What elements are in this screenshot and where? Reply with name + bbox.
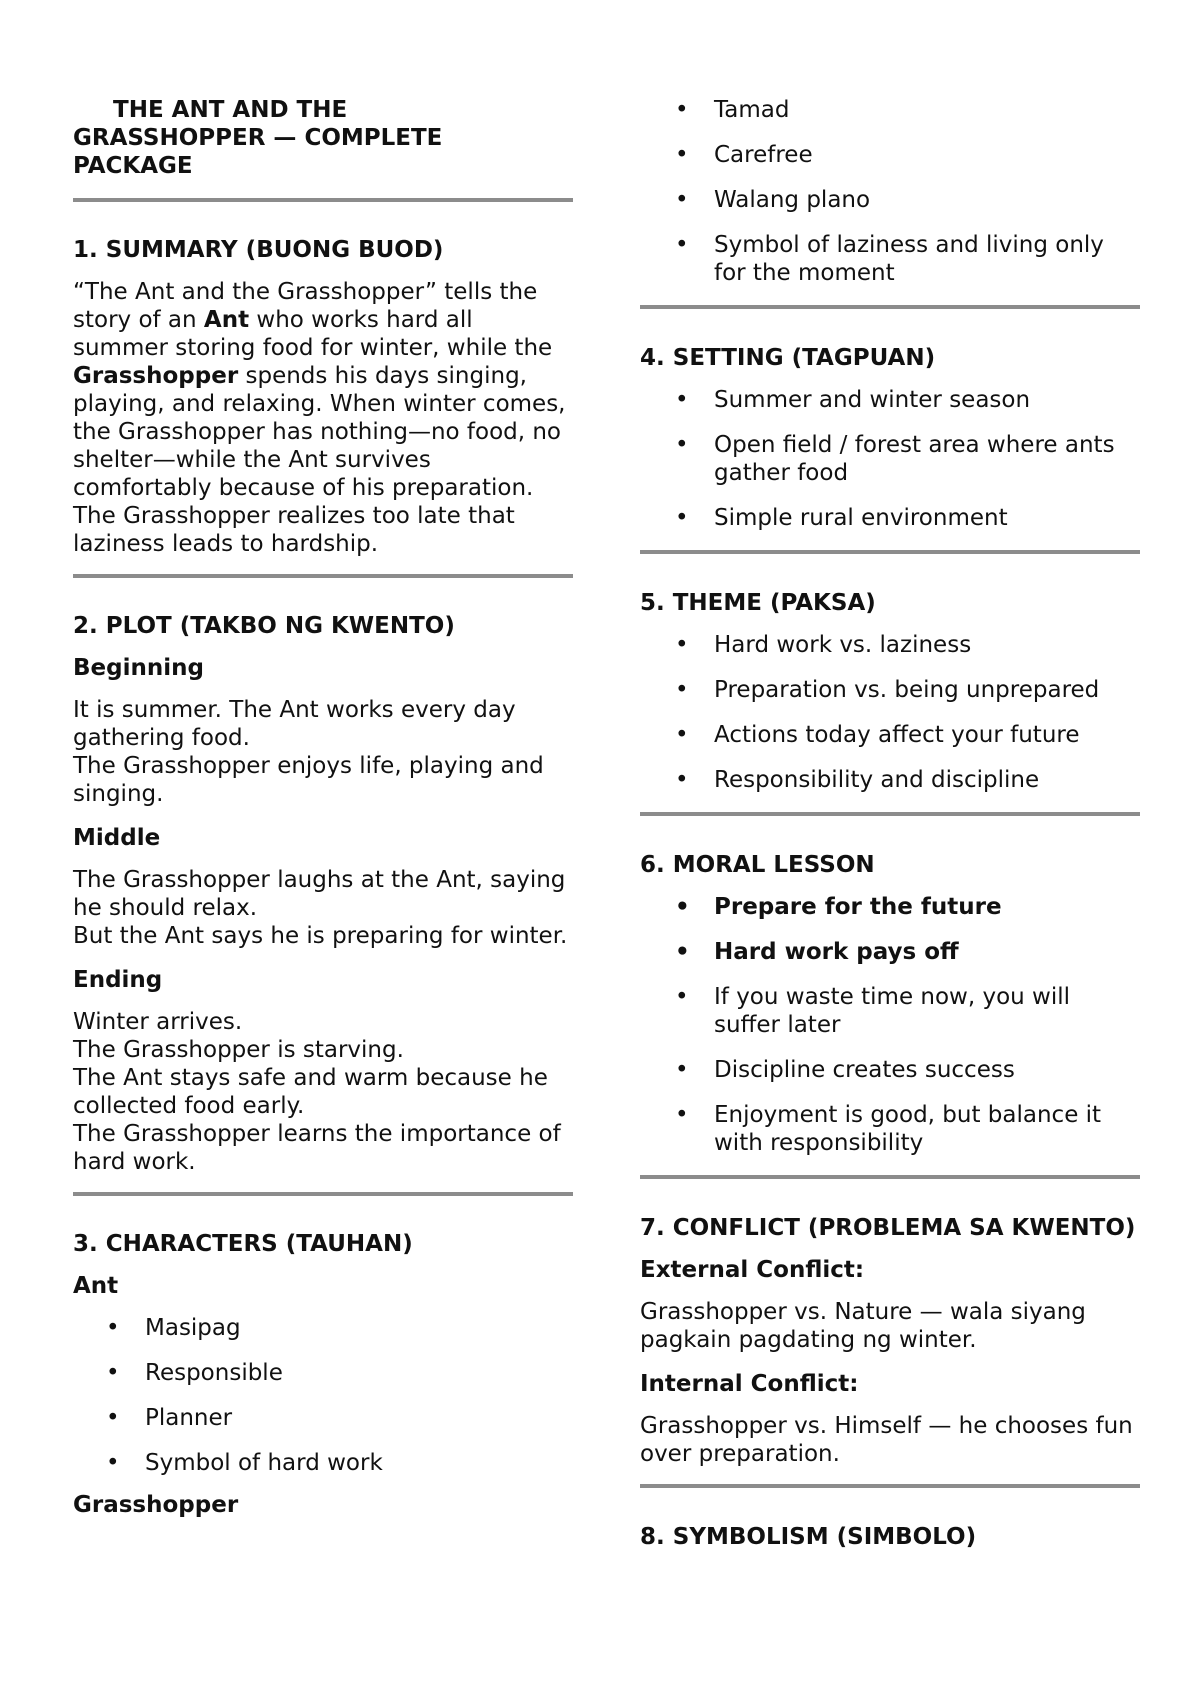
list-item <box>640 721 1140 749</box>
list-item-text: Actions today affect your future <box>714 722 1080 748</box>
list-item-text: Masipag <box>145 1315 241 1341</box>
list-item-text: Discipline creates success <box>714 1057 1015 1083</box>
section-divider <box>73 574 573 578</box>
plot-middle-line-2: But the Ant says he is preparing for winter. <box>73 923 568 949</box>
list-item-text: Planner <box>145 1405 233 1431</box>
plot-beginning-line-2: The Grasshopper enjoys life, playing and singing. <box>73 753 544 807</box>
title-line-1: THE ANT AND THE <box>113 97 348 123</box>
list-item-text: Open field / forest area where ants gather food <box>714 432 1115 486</box>
bullet-icon: • <box>675 1102 689 1128</box>
list-item <box>73 1359 573 1387</box>
list-item <box>640 766 1140 794</box>
bullet-icon: • <box>675 232 689 258</box>
list-item <box>640 141 1140 169</box>
bullet-icon: • <box>106 1360 120 1386</box>
title-line-2: GRASSHOPPER — COMPLETE <box>73 125 443 151</box>
plot-beginning-line-1: It is summer. The Ant works every day gathering food. <box>73 697 516 751</box>
list-item <box>640 1056 1140 1084</box>
list-item <box>640 676 1140 704</box>
grasshopper-traits-list <box>640 96 1140 287</box>
document-title <box>73 96 573 180</box>
internal-conflict-text: Grasshopper vs. Himself — he chooses fun over preparation. <box>640 1413 1133 1467</box>
list-item-text: Symbol of hard work <box>145 1450 383 1476</box>
character-ant-label: Ant <box>73 1273 119 1299</box>
character-grasshopper-label: Grasshopper <box>73 1492 239 1518</box>
symbolism-heading: 8. SYMBOLISM (SIMBOLO) <box>640 1524 977 1550</box>
external-conflict-text: Grasshopper vs. Nature — wala siyang pagkain pagdating ng winter. <box>640 1299 1086 1353</box>
bullet-icon: • <box>675 97 689 123</box>
list-item-text: Preparation vs. being unprepared <box>714 677 1100 703</box>
plot-ending-label: Ending <box>73 967 163 993</box>
list-item-text: Enjoyment is good, but balance it with responsibility <box>714 1102 1102 1156</box>
bullet-icon: • <box>106 1450 120 1476</box>
plot-middle-line-1: The Grasshopper laughs at the Ant, saying he should relax. <box>73 867 566 921</box>
moral-list <box>640 893 1140 1157</box>
list-item-text: If you waste time now, you will suffer later <box>714 984 1071 1038</box>
list-item-text: Walang plano <box>714 187 871 213</box>
section-divider <box>640 550 1140 554</box>
section-divider <box>73 198 573 202</box>
list-item-text: Prepare for the future <box>714 894 1002 920</box>
list-item <box>640 1101 1140 1157</box>
summary-bold-ant: Ant <box>203 307 250 333</box>
bullet-icon: • <box>106 1405 120 1431</box>
plot-heading: 2. PLOT (TAKBO NG KWENTO) <box>73 613 455 639</box>
bullet-icon: • <box>675 432 689 458</box>
theme-heading: 5. THEME (PAKSA) <box>640 590 876 616</box>
list-item <box>640 386 1140 414</box>
bullet-icon: • <box>675 142 689 168</box>
internal-conflict-label: Internal Conflict: <box>640 1371 859 1397</box>
conflict-heading: 7. CONFLICT (PROBLEMA SA KWENTO) <box>640 1215 1136 1241</box>
list-item <box>73 1314 573 1342</box>
external-conflict-label: External Conflict: <box>640 1257 865 1283</box>
list-item-text: Hard work pays off <box>714 939 959 965</box>
theme-list <box>640 631 1140 794</box>
section-divider <box>640 305 1140 309</box>
bullet-icon: • <box>106 1315 120 1341</box>
bullet-icon: • <box>675 722 689 748</box>
characters-heading: 3. CHARACTERS (TAUHAN) <box>73 1231 413 1257</box>
bullet-icon: • <box>675 505 689 531</box>
list-item-text: Responsible <box>145 1360 283 1386</box>
bullet-icon: • <box>675 187 689 213</box>
plot-ending-line-4: The Grasshopper learns the importance of hard work. <box>73 1121 561 1175</box>
right-column <box>640 96 1140 1565</box>
list-item <box>640 96 1140 124</box>
list-item <box>73 1404 573 1432</box>
list-item <box>640 983 1140 1039</box>
summary-heading: 1. SUMMARY (BUONG BUOD) <box>73 237 444 263</box>
summary-text-1: “The Ant and the Grasshopper” tells the story of an <box>73 279 538 333</box>
list-item-text: Simple rural environment <box>714 505 1008 531</box>
plot-ending-line-1: Winter arrives. <box>73 1009 243 1035</box>
plot-beginning-label: Beginning <box>73 655 204 681</box>
plot-ending-line-2: The Grasshopper is starving. <box>73 1037 404 1063</box>
moral-heading: 6. MORAL LESSON <box>640 852 875 878</box>
section-divider <box>640 1484 1140 1488</box>
list-item-text: Summer and winter season <box>714 387 1031 413</box>
list-item <box>640 231 1140 287</box>
setting-list <box>640 386 1140 532</box>
bullet-icon: • <box>675 387 689 413</box>
summary-paragraph <box>73 278 573 558</box>
bullet-icon: • <box>675 1057 689 1083</box>
list-item <box>73 1449 573 1477</box>
list-item-text: Symbol of laziness and living only for the moment <box>714 232 1104 286</box>
list-item <box>640 631 1140 659</box>
list-item <box>640 938 1140 966</box>
list-item-text: Hard work vs. laziness <box>714 632 972 658</box>
summary-bold-grasshopper: Grasshopper <box>73 363 239 389</box>
section-divider <box>640 1175 1140 1179</box>
list-item-text: Tamad <box>714 97 790 123</box>
title-line-3: PACKAGE <box>73 153 193 179</box>
list-item-text: Responsibility and discipline <box>714 767 1040 793</box>
list-item <box>640 893 1140 921</box>
summary-text-2: who works hard all summer storing food for winter, while the <box>73 307 553 361</box>
bullet-icon: • <box>675 767 689 793</box>
bullet-icon: • <box>675 632 689 658</box>
summary-text-3: spends his days singing, playing, and relaxing. When winter comes, the Grasshopper has nothing—no food, no shelter—while the Ant survives comfortably because of his preparation. The Grasshopper realizes too late that laziness leads to hardship. <box>73 363 566 557</box>
section-divider <box>73 1192 573 1196</box>
bullet-icon: • <box>675 939 690 965</box>
list-item <box>640 504 1140 532</box>
list-item <box>640 431 1140 487</box>
bullet-icon: • <box>675 894 690 920</box>
setting-heading: 4. SETTING (TAGPUAN) <box>640 345 936 371</box>
list-item <box>640 186 1140 214</box>
plot-middle-label: Middle <box>73 825 161 851</box>
section-divider <box>640 812 1140 816</box>
bullet-icon: • <box>675 984 689 1010</box>
list-item-text: Carefree <box>714 142 813 168</box>
plot-ending-line-3: The Ant stays safe and warm because he collected food early. <box>73 1065 548 1119</box>
left-column <box>73 96 573 1533</box>
ant-traits-list <box>73 1314 573 1477</box>
bullet-icon: • <box>675 677 689 703</box>
